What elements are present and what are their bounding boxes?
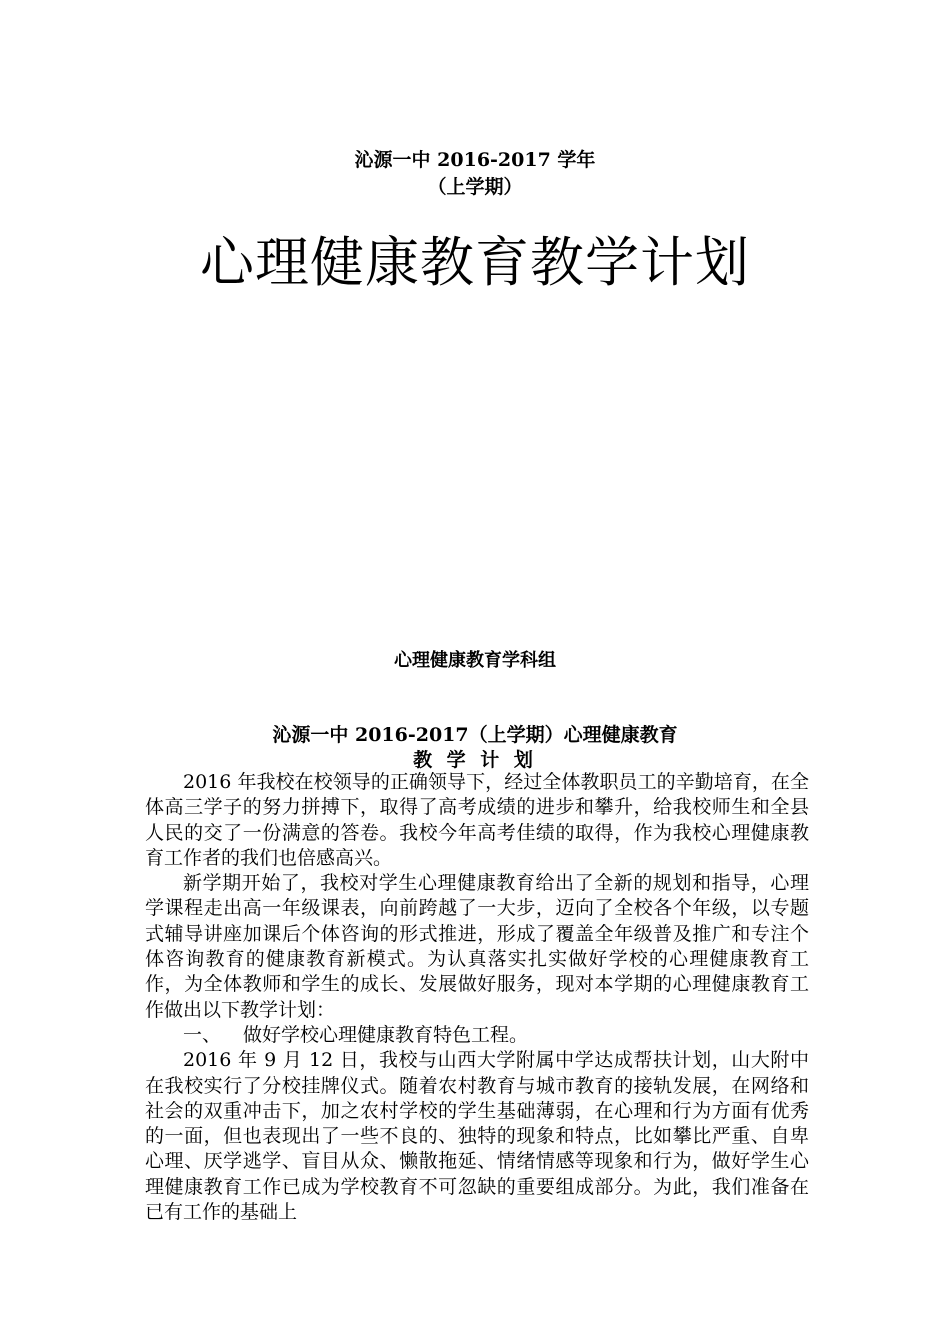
plan-heading: 沁源一中 2016-2017（上学期）心理健康教育	[272, 724, 678, 746]
plan-subheading: 教 学 计 划	[413, 749, 537, 771]
section-title: 做好学校心理健康教育特色工程。	[243, 1023, 529, 1046]
plan-body	[145, 770, 809, 1225]
cover-subject-group: 心理健康教育学科组	[394, 650, 556, 671]
cover-term: （上学期）	[427, 176, 523, 198]
paragraph-new-term: 新学期开始了，我校对学生心理健康教育给出了全新的规划和指导，心理学课程走出高一年级课表，向前跨越了一大步，迈向了全校各个年级，以专题式辅导讲座加课后个体咨询的形式推进，形成了覆盖全年级普及推广和专注个体咨询教育的健康教育新模式。为认真落实扎实做好学校的心理健康教育工作，为全体教师和学生的成长、发展做好服务，现对本学期的心理健康教育工作做出以下教学计划：	[145, 872, 809, 1021]
section-heading-1	[145, 1023, 809, 1048]
cover-title: 心理健康教育教学计划	[200, 231, 750, 294]
paragraph-partnership: 2016 年 9 月 12 日，我校与山西大学附属中学达成帮扶计划，山大附中在我校实行了分校挂牌仪式。随着农村教育与城市教育的接轨发展，在网络和社会的双重冲击下，加之农村学校的学生基础薄弱，在心理和行为方面有优秀的一面，但也表现出了一些不良的、独特的现象和特点，比如攀比严重、自卑心理、厌学逃学、盲目从众、懒散拖延、情绪情感等现象和行为，做好学生心理健康教育工作已成为学校教育不可忽缺的重要组成部分。为此，我们准备在已有工作的基础上	[145, 1049, 809, 1224]
section-number: 一、	[183, 1023, 222, 1046]
cover-school-year: 沁源一中 2016-2017 学年	[354, 149, 596, 171]
paragraph-intro: 2016 年我校在校领导的正确领导下，经过全体教职员工的辛勤培育，在全体高三学子的努力拼搏下，取得了高考成绩的进步和攀升，给我校师生和全县人民的交了一份满意的答卷。我校今年高考佳绩的取得，作为我校心理健康教育工作者的我们也倍感高兴。	[145, 771, 809, 869]
